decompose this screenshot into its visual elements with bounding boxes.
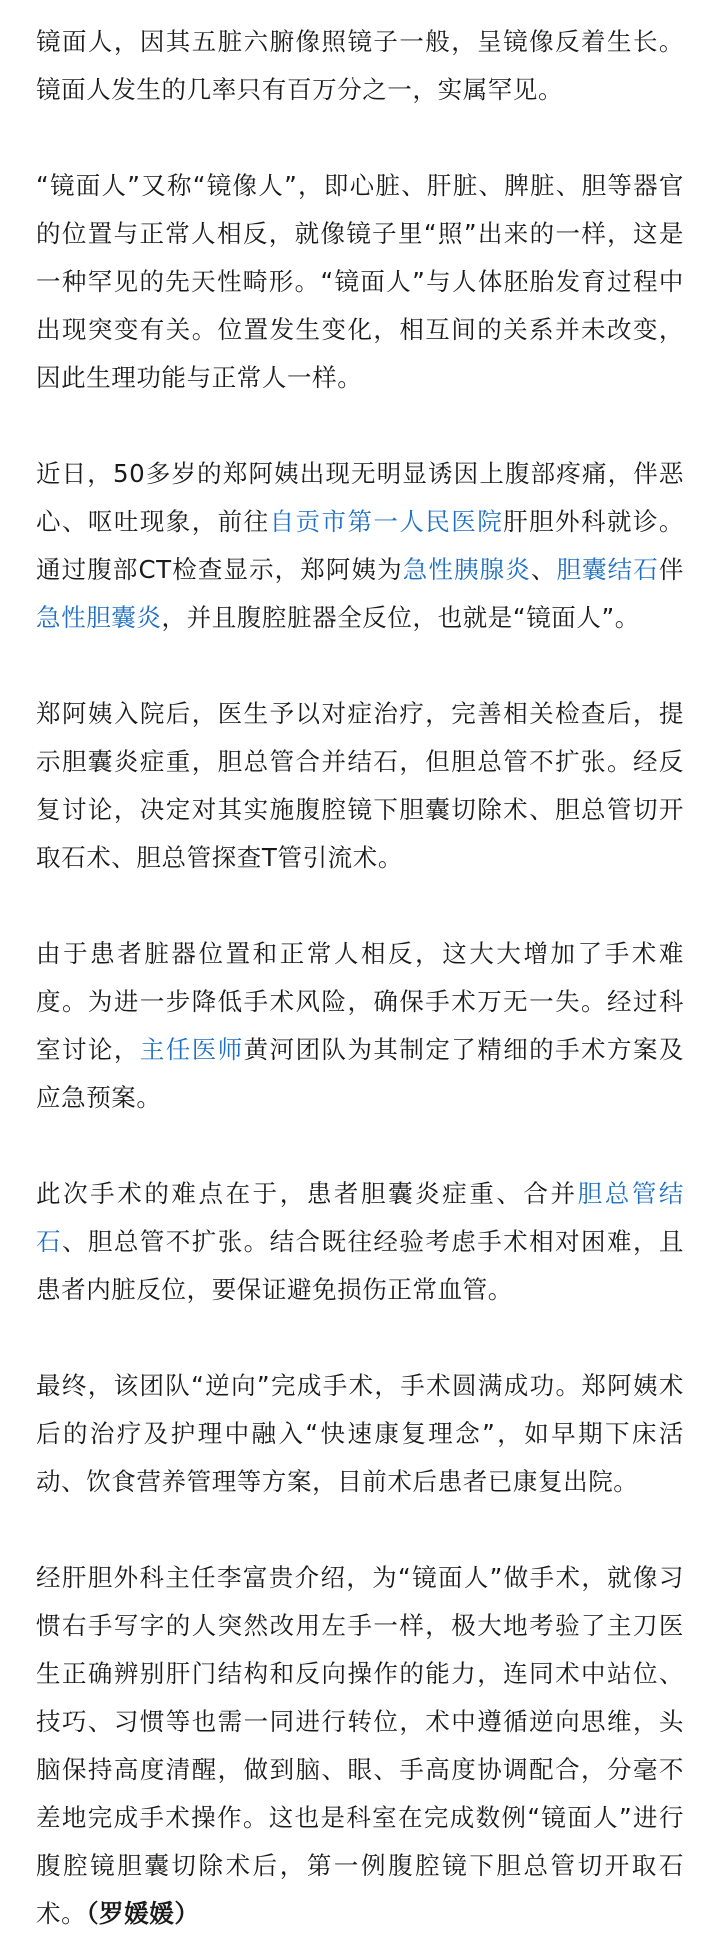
link-bile-duct-stones[interactable]: 胆总管结石 [36,1179,685,1256]
paragraph-text: 、 [530,555,557,584]
paragraph-text: “镜面人”又称“镜像人”，即心脏、肝脏、脾脏、胆等器官的位置与正常人相反，就像镜子里“照”出来的一样，这是一种罕见的先天性畸形。“镜面人”与人体胚胎发育过程中出现突变有关。位置发生变化，相互间的关系并未改变，因此生理功能与正常人一样。 [36,171,684,392]
paragraph-1 [36,18,684,114]
link-gallstones[interactable]: 胆囊结石 [556,555,659,584]
paragraph-2 [36,162,684,402]
link-acute-pancreatitis[interactable]: 急性胰腺炎 [402,555,531,584]
paragraph-text: 、胆总管不扩张。结合既往经验考虑手术相对困难，且患者内脏反位，要保证避免损伤正常血管。 [36,1227,684,1304]
paragraph-6 [36,1170,684,1314]
paragraph-text: 伴 [658,555,684,584]
paragraph-text: 郑阿姨入院后，医生予以对症治疗，完善相关检查后，提示胆囊炎症重，胆总管合并结石，但胆总管不扩张。经反复讨论，决定对其实施腹腔镜下胆囊切除术、胆总管切开取石术、胆总管探查T管引流术。 [36,699,684,872]
paragraph-text: 最终，该团队“逆向”完成手术，手术圆满成功。郑阿姨术后的治疗及护理中融入“快速康复理念”，如早期下床活动、饮食营养管理等方案，目前术后患者已康复出院。 [36,1371,684,1496]
paragraph-4 [36,690,684,882]
paragraph-3 [36,450,684,642]
paragraph-text: 由于患者脏器位置和正常人相反，这大大增加了手术难度。为进一步降低手术风险，确保手术万无一失。经过科室讨论， [36,939,684,1064]
paragraph-8 [36,1554,684,1938]
paragraph-text: 肝胆外科就诊。通过腹部CT检查显示，郑阿姨为 [36,507,685,584]
author-byline: （罗媛媛） [86,1899,200,1928]
paragraph-text: 镜面人，因其五脏六腑像照镜子一般，呈镜像反着生长。镜面人发生的几率只有百万分之一，实属罕见。 [36,27,684,104]
link-hospital[interactable]: 自贡市第一人民医院 [269,507,504,536]
paragraph-7 [36,1362,684,1506]
paragraph-5 [36,930,684,1122]
paragraph-text: 经肝胆外科主任李富贵介绍，为“镜面人”做手术，就像习惯右手写字的人突然改用左手一样，极大地考验了主刀医生正确辨别肝门结构和反向操作的能力，连同术中站位、技巧、习惯等也需一同进行转位，术中遵循逆向思维，头脑保持高度清醒，做到脑、眼、手高度协调配合，分毫不差地完成手术操作。这也是科室在完成数例“镜面人”进行腹腔镜胆囊切除术后，第一例腹腔镜下胆总管切开取石术。 [36,1563,684,1928]
link-chief-physician[interactable]: 主任医师 [139,1035,244,1064]
link-acute-cholecystitis[interactable]: 急性胆囊炎 [36,603,162,632]
paragraph-text: 此次手术的难点在于，患者胆囊炎症重、合并 [36,1179,578,1208]
paragraph-text: 黄河团队为其制定了精细的手术方案及应急预案。 [36,1035,685,1112]
paragraph-text: 近日，50多岁的郑阿姨出现无明显诱因上腹部疼痛，伴恶心、呕吐现象，前往 [36,459,684,536]
paragraph-text: ，并且腹腔脏器全反位，也就是“镜面人”。 [161,603,640,632]
